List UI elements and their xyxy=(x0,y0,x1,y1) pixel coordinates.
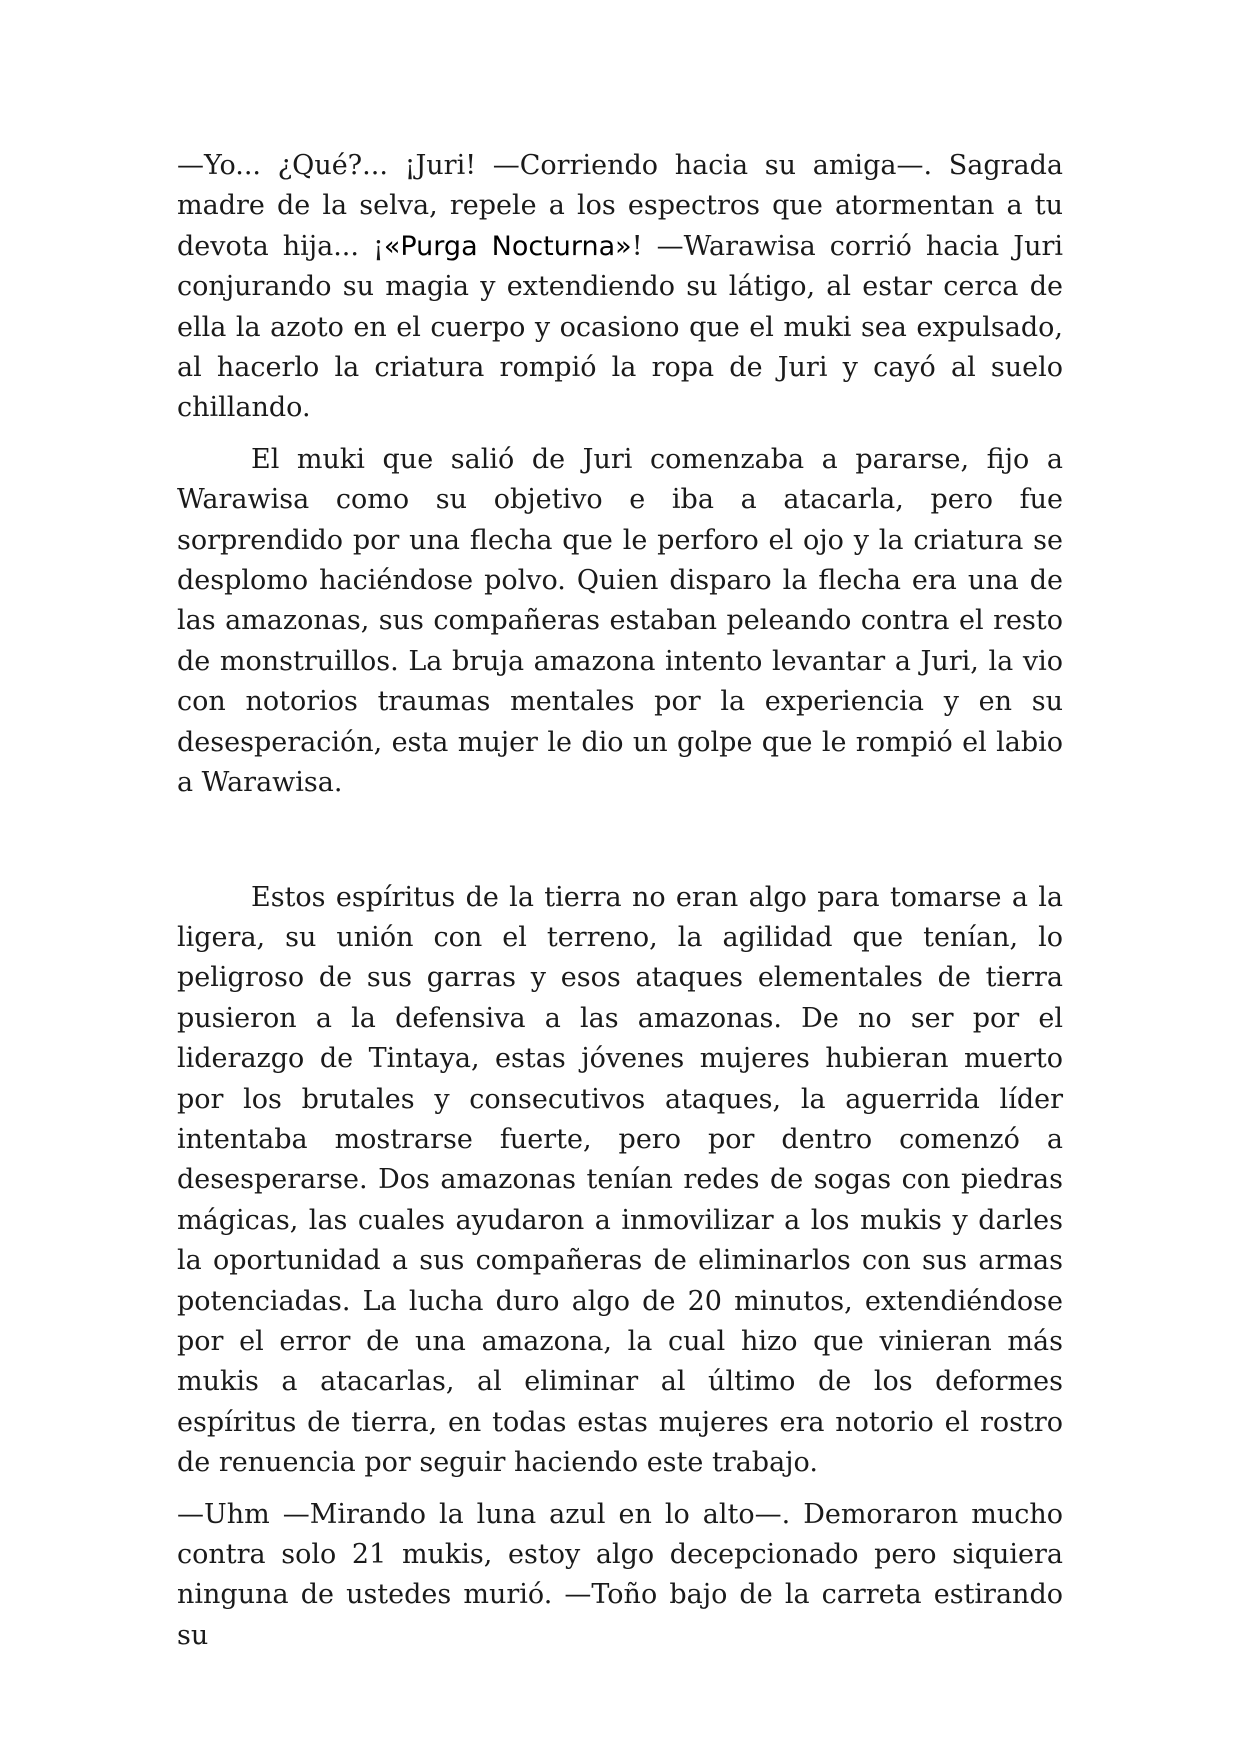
paragraph-2: El muki que salió de Juri comenzaba a pararse, fijo a Warawisa como su objetivo e iba a atacarla, pero fue sorprendido por una flecha que le perforo el ojo y la criatura se desplomo haciéndose polvo. Quien disparo la flecha era una de las amazonas, sus compañeras estaban peleando contra el resto de monstruillos. La bruja amazona intento levantar a Juri, la vio con notorios traumas mentales por la experiencia y en su desesperación, esta mujer le dio un golpe que le rompió el labio a Warawisa. xyxy=(177,443,1063,799)
paragraph-1 xyxy=(177,146,1063,429)
paragraph-3: Estos espíritus de la tierra no eran algo para tomarse a la ligera, su unión con el terreno, la agilidad que tenían, lo peligroso de sus garras y esos ataques elementales de tierra pusieron a la defensiva a las amazonas. De no ser por el liderazgo de Tintaya, estas jóvenes mujeres hubieran muerto por los brutales y consecutivos ataques, la aguerrida líder intentaba mostrarse fuerte, pero por dentro comenzó a desesperarse. Dos amazonas tenían redes de sogas con piedras mágicas, las cuales ayudaron a inmovilizar a los mukis y darles la oportunidad a sus compañeras de eliminarlos con sus armas potenciadas. La lucha duro algo de 20 minutos, extendiéndose por el error de una amazona, la cual hizo que vinieran más mukis a atacarlas, al eliminar al último de los deformes espíritus de tierra, en todas estas mujeres era notorio el rostro de renuencia por seguir haciendo este trabajo. xyxy=(177,881,1063,1479)
book-page xyxy=(177,146,1063,1656)
spell-name: «Purga Nocturna» xyxy=(383,230,632,262)
paragraph-1-after: ! —Warawisa corrió hacia Juri conjurando su magia y extendiendo su látigo, al estar cerca de ella la azoto en el cuerpo y ocasiono que el muki sea expulsado, al hacerlo la criatura rompió la ropa de Juri y cayó al suelo chillando. xyxy=(177,230,1064,424)
paragraph-4: —Uhm —Mirando la luna azul en lo alto—. Demoraron mucho contra solo 21 mukis, estoy algo decepcionado pero siquiera ninguna de ustedes murió. —Toño bajo de la carreta estirando su xyxy=(177,1498,1063,1651)
paragraph-1-before: —Yo... ¿Qué?... ¡Juri! —Corriendo hacia su amiga—. Sagrada madre de la selva, repele a los espectros que atormentan a tu devota hija... ¡ xyxy=(177,150,1063,262)
